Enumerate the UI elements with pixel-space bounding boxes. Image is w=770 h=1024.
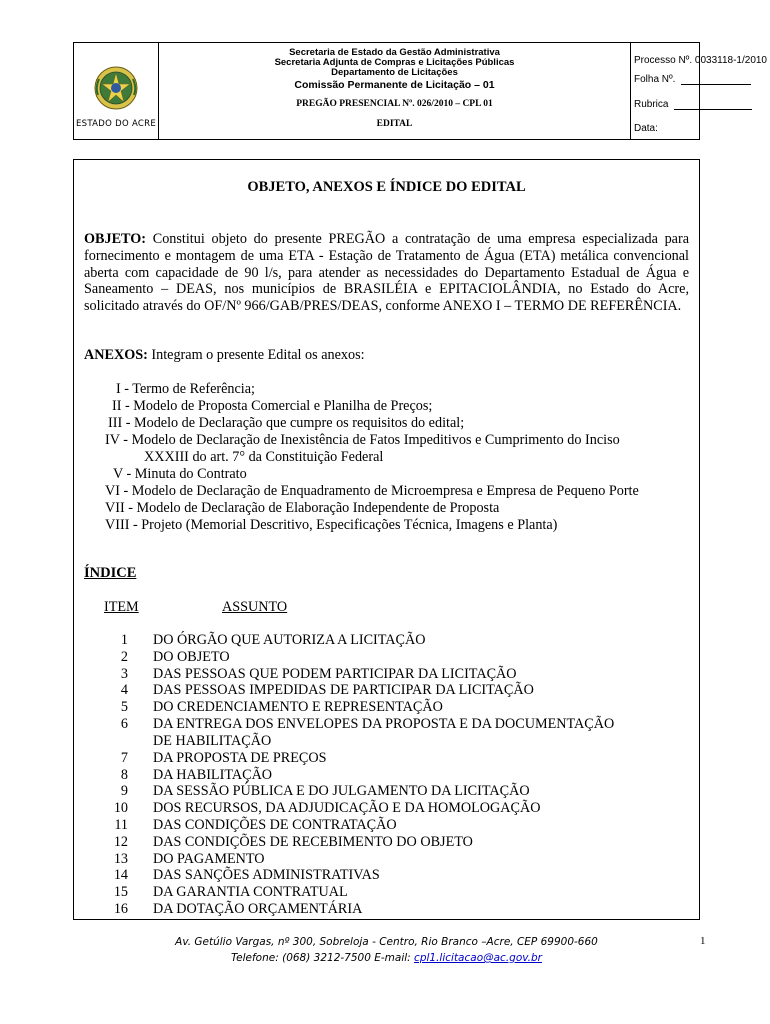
indice-item-number: 11 bbox=[114, 817, 128, 833]
anexo-item: IV - Modelo de Declaração de Inexistência de Fatos Impeditivos e Cumprimento do Inciso bbox=[105, 432, 620, 448]
header-line-comissao: Comissão Permanente de Licitação – 01 bbox=[294, 79, 495, 91]
indice-item-number: 15 bbox=[113, 884, 128, 901]
indice-item-number: 10 bbox=[113, 800, 128, 817]
header-line-adjunta: Secretaria Adjunta de Compras e Licitações Públicas bbox=[274, 57, 515, 68]
indice-item-subject: DO ÓRGÃO QUE AUTORIZA A LICITAÇÃO bbox=[153, 632, 426, 648]
indice-item-subject: DO CREDENCIAMENTO E REPRESENTAÇÃO bbox=[153, 699, 443, 716]
column-header-assunto: ASSUNTO bbox=[222, 599, 288, 615]
indice-item-number: 2 bbox=[120, 648, 128, 665]
indice-item-subject: DO OBJETO bbox=[153, 648, 230, 665]
folha-label: Folha Nº. bbox=[634, 74, 676, 85]
indice-item-subject: DAS CONDIÇÕES DE RECEBIMENTO DO OBJETO bbox=[153, 833, 473, 850]
indice-item-number: 12 bbox=[113, 833, 128, 850]
indice-item-subject: DA DOTAÇÃO ORÇAMENTÁRIA bbox=[153, 901, 363, 917]
objeto-paragraph bbox=[84, 231, 689, 315]
folha-blank bbox=[681, 84, 751, 85]
indice-item-subject: DA GARANTIA CONTRATUAL bbox=[153, 884, 348, 901]
document-header bbox=[73, 42, 767, 140]
indice-item-number: 5 bbox=[120, 699, 128, 716]
indice-item-subject: DOS RECURSOS, DA ADJUDICAÇÃO E DA HOMOLOGAÇÃO bbox=[153, 800, 541, 817]
header-line-departamento: Departamento de Licitações bbox=[331, 67, 458, 78]
objeto-label: OBJETO: bbox=[84, 231, 147, 247]
page-number: 1 bbox=[700, 935, 706, 947]
indice-item-subject: DAS CONDIÇÕES DE CONTRATAÇÃO bbox=[153, 817, 397, 833]
indice-item-subject: DA HABILITAÇÃO bbox=[153, 766, 273, 783]
indice-item-number: 14 bbox=[113, 867, 128, 884]
anexo-item: VII - Modelo de Declaração de Elaboração Independente de Proposta bbox=[105, 500, 500, 516]
indice-item-subject: DA PROPOSTA DE PREÇOS bbox=[153, 749, 327, 766]
state-coat-of-arms-icon bbox=[93, 65, 139, 111]
column-header-item: ITEM bbox=[104, 599, 139, 615]
rubrica-blank bbox=[674, 109, 752, 110]
anexos-paragraph bbox=[84, 347, 365, 364]
logo-cell bbox=[74, 43, 159, 139]
indice-item-number: 1 bbox=[120, 632, 128, 648]
indice-item-subject: DO PAGAMENTO bbox=[153, 850, 265, 867]
indice-item-number: 3 bbox=[120, 665, 128, 682]
anexo-item: V - Minuta do Contrato bbox=[113, 466, 247, 482]
footer-contact bbox=[73, 952, 700, 964]
indice-item-subject: DA SESSÃO PÚBLICA E DO JULGAMENTO DA LICITAÇÃO bbox=[153, 783, 530, 800]
indice-item-subject: DAS PESSOAS QUE PODEM PARTICIPAR DA LICITAÇÃO bbox=[153, 665, 517, 682]
footer-email-link[interactable]: cpl1.licitacao@ac.gov.br bbox=[414, 952, 542, 964]
footer-address: Av. Getúlio Vargas, nº 300, Sobreloja - Centro, Rio Branco –Acre, CEP 69900-660 bbox=[175, 936, 598, 948]
header-titles bbox=[159, 43, 631, 139]
header-edital: EDITAL bbox=[376, 119, 413, 129]
indice-item-number: 16 bbox=[113, 901, 128, 917]
header-process-info bbox=[631, 43, 767, 139]
section-title: OBJETO, ANEXOS E ÍNDICE DO EDITAL bbox=[247, 179, 526, 195]
indice-item-number: 8 bbox=[120, 766, 128, 783]
anexo-item: III - Modelo de Declaração que cumpre os requisitos do edital; bbox=[108, 415, 465, 431]
header-line-secretaria: Secretaria de Estado da Gestão Administrativa bbox=[289, 47, 500, 58]
rubrica-label: Rubrica bbox=[634, 99, 669, 110]
indice-item-subject-continuation: DE HABILITAÇÃO bbox=[153, 733, 272, 749]
objeto-text: Constitui objeto do presente PREGÃO a contratação de uma empresa especializada para fornecimento e montagem de uma ETA - Estação de Tratamento de Água (ETA) metálica convencional aberta com capacidade de 90 l/s, para atender as necessidades do Departamento Estadual de Água e Saneamento – DEAS, nos municípios de BRASILÉIA e EPITACIOLÂNDIA, no Estado do Acre, solicitado através do OF/Nº 966/GAB/PRES/DEAS, conforme ANEXO I – TERMO DE REFERÊNCIA. bbox=[84, 231, 689, 315]
anexos-text: Integram o presente Edital os anexos: bbox=[151, 347, 365, 363]
folha-field bbox=[634, 74, 751, 85]
processo-number: Processo Nº. 0033118-1/2010 bbox=[634, 55, 767, 66]
anexo-item: II - Modelo de Proposta Comercial e Planilha de Preços; bbox=[112, 398, 433, 414]
indice-item-subject: DAS PESSOAS IMPEDIDAS DE PARTICIPAR DA LICITAÇÃO bbox=[153, 682, 534, 699]
indice-item-number: 7 bbox=[120, 749, 128, 766]
anexo-item: VI - Modelo de Declaração de Enquadramento de Microempresa e Empresa de Pequeno Porte bbox=[105, 483, 639, 499]
rubrica-field bbox=[634, 99, 752, 110]
indice-item-number: 6 bbox=[120, 716, 128, 732]
indice-item-number: 9 bbox=[120, 783, 128, 800]
header-pregao: PREGÃO PRESENCIAL Nº. 026/2010 – CPL 01 bbox=[296, 99, 493, 109]
indice-item-subject: DAS SANÇÕES ADMINISTRATIVAS bbox=[153, 867, 380, 884]
indice-item-number: 13 bbox=[113, 850, 128, 867]
footer-phone: Telefone: (068) 3212-7500 E-mail: bbox=[231, 952, 411, 964]
indice-item-number: 4 bbox=[120, 682, 128, 699]
indice-item-subject: DA ENTREGA DOS ENVELOPES DA PROPOSTA E DA DOCUMENTAÇÃO bbox=[153, 716, 615, 732]
data-label: Data: bbox=[634, 123, 658, 134]
anexos-label: ANEXOS: bbox=[84, 347, 148, 363]
anexo-item-continuation: XXXIII do art. 7° da Constituição Federal bbox=[144, 449, 384, 465]
content-box bbox=[73, 159, 700, 920]
logo-caption: ESTADO DO ACRE bbox=[75, 119, 157, 129]
anexo-item: VIII - Projeto (Memorial Descritivo, Especificações Técnica, Imagens e Planta) bbox=[105, 517, 558, 533]
anexo-item: I - Termo de Referência; bbox=[116, 381, 255, 397]
indice-title: ÍNDICE bbox=[84, 565, 137, 581]
